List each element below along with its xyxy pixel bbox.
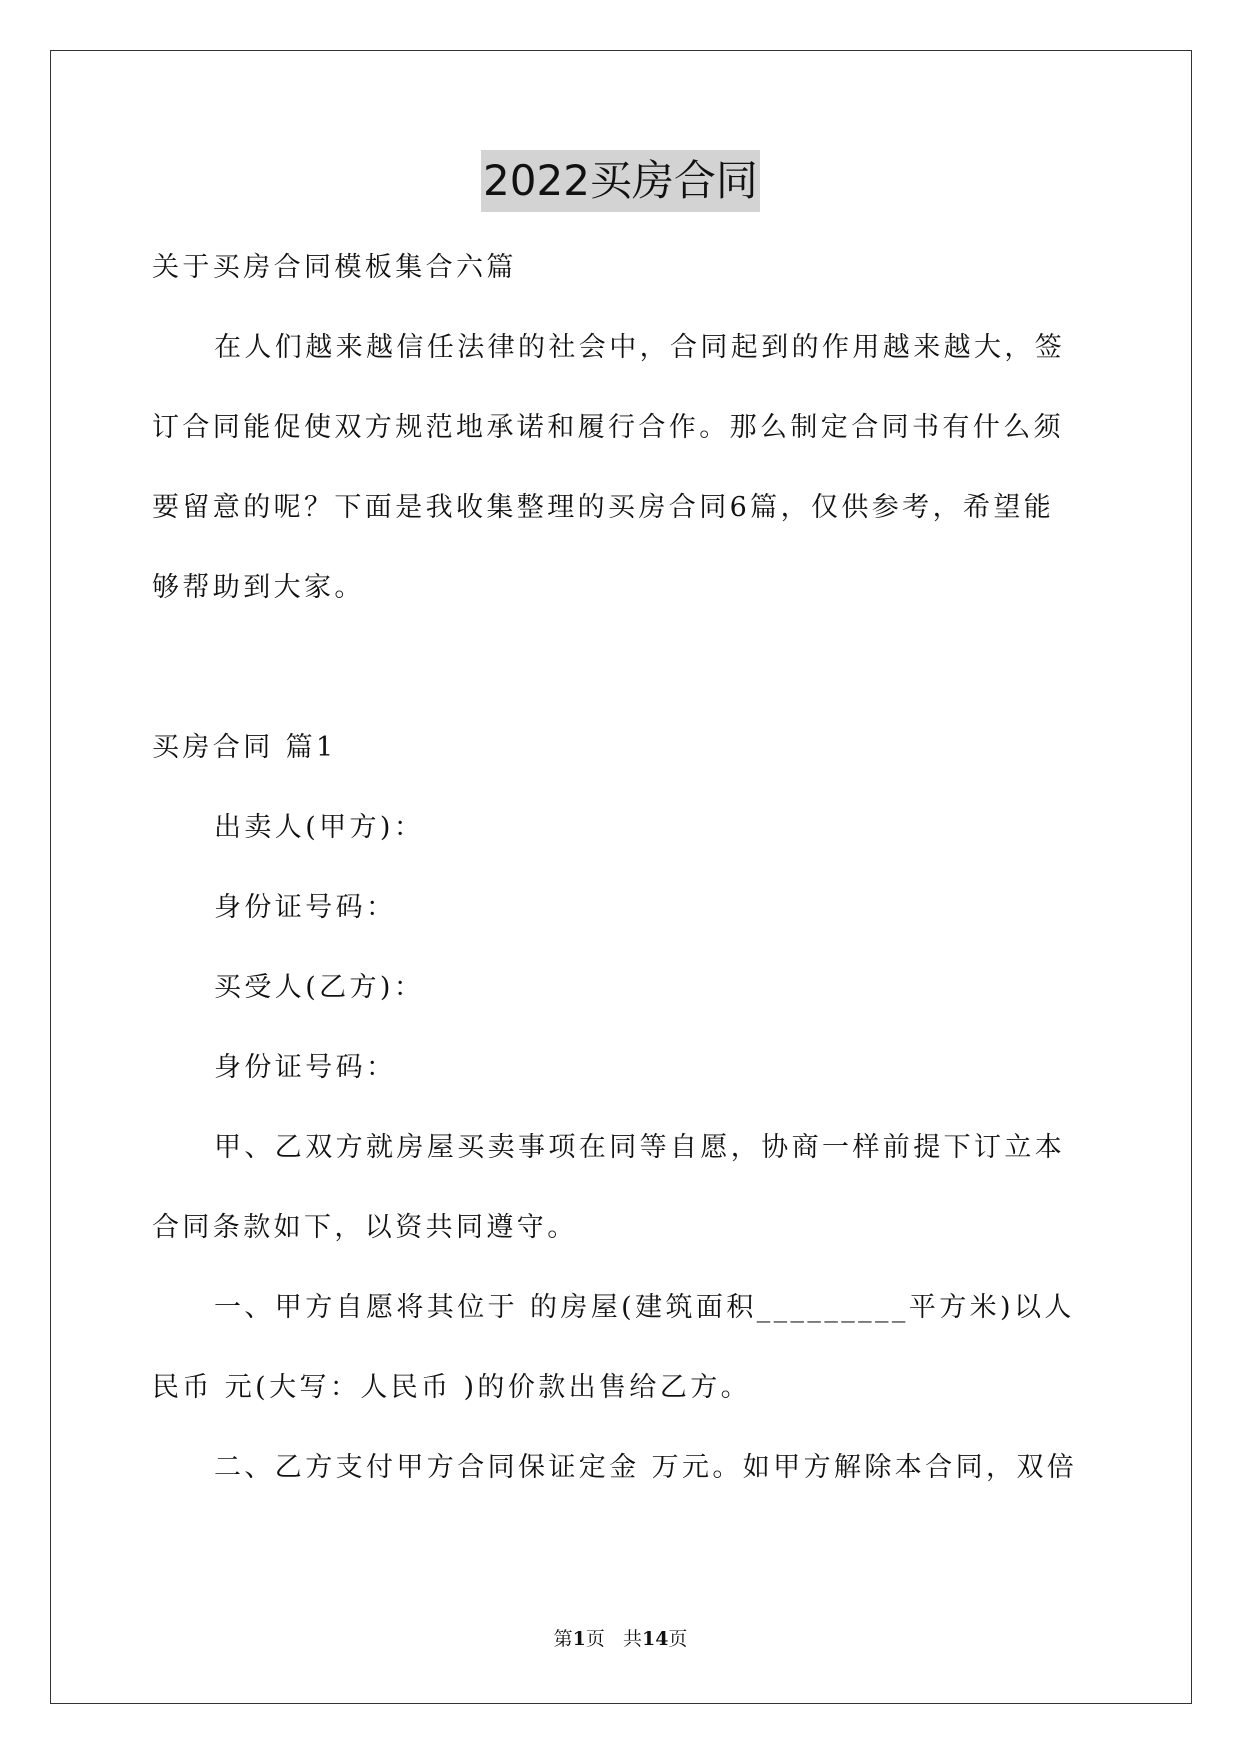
buyer-id-label: 身份证号码：	[214, 1052, 397, 1083]
document-body	[152, 240, 1090, 1520]
clause-line: 甲、乙双方就房屋买卖事项在同等自愿，协商一样前提下订立本	[214, 1132, 1066, 1163]
title-container	[0, 150, 1241, 212]
footer-total-prefix: 共	[622, 1628, 642, 1650]
document-title: 2022买房合同	[481, 150, 760, 212]
clause-line: 二、乙方支付甲方合同保证定金 万元。如甲方解除本合同，双倍	[214, 1452, 1078, 1483]
intro-paragraph-line: 在人们越来越信任法律的社会中，合同起到的作用越来越大，签	[214, 332, 1066, 363]
intro-paragraph-line: 够帮助到大家。	[152, 572, 365, 603]
footer-total-suffix: 页	[668, 1628, 688, 1650]
intro-paragraph-line: 订合同能促使双方规范地承诺和履行合作。那么制定合同书有什么须	[152, 412, 1064, 443]
footer-page-number: 1	[572, 1628, 586, 1650]
buyer-label: 买受人(乙方)：	[214, 972, 425, 1003]
section-spacer	[152, 640, 1090, 720]
document-subtitle: 关于买房合同模板集合六篇	[152, 252, 517, 283]
clause-line: 合同条款如下，以资共同遵守。	[152, 1212, 578, 1243]
clause-line: 民币 元(大写：人民币 )的价款出售给乙方。	[152, 1372, 752, 1403]
section-heading: 买房合同 篇1	[152, 732, 337, 763]
intro-paragraph-line: 要留意的呢？下面是我收集整理的买房合同6篇，仅供参考，希望能	[152, 492, 1055, 523]
page-footer	[0, 1624, 1241, 1651]
seller-label: 出卖人(甲方)：	[214, 812, 425, 843]
footer-page-suffix: 页	[585, 1628, 605, 1650]
footer-total-pages: 14	[641, 1628, 669, 1650]
seller-id-label: 身份证号码：	[214, 892, 397, 923]
clause-line: 一、甲方自愿将其位于 的房屋(建筑面积_________平方米)以人	[214, 1292, 1075, 1323]
footer-prefix: 第	[553, 1628, 573, 1650]
